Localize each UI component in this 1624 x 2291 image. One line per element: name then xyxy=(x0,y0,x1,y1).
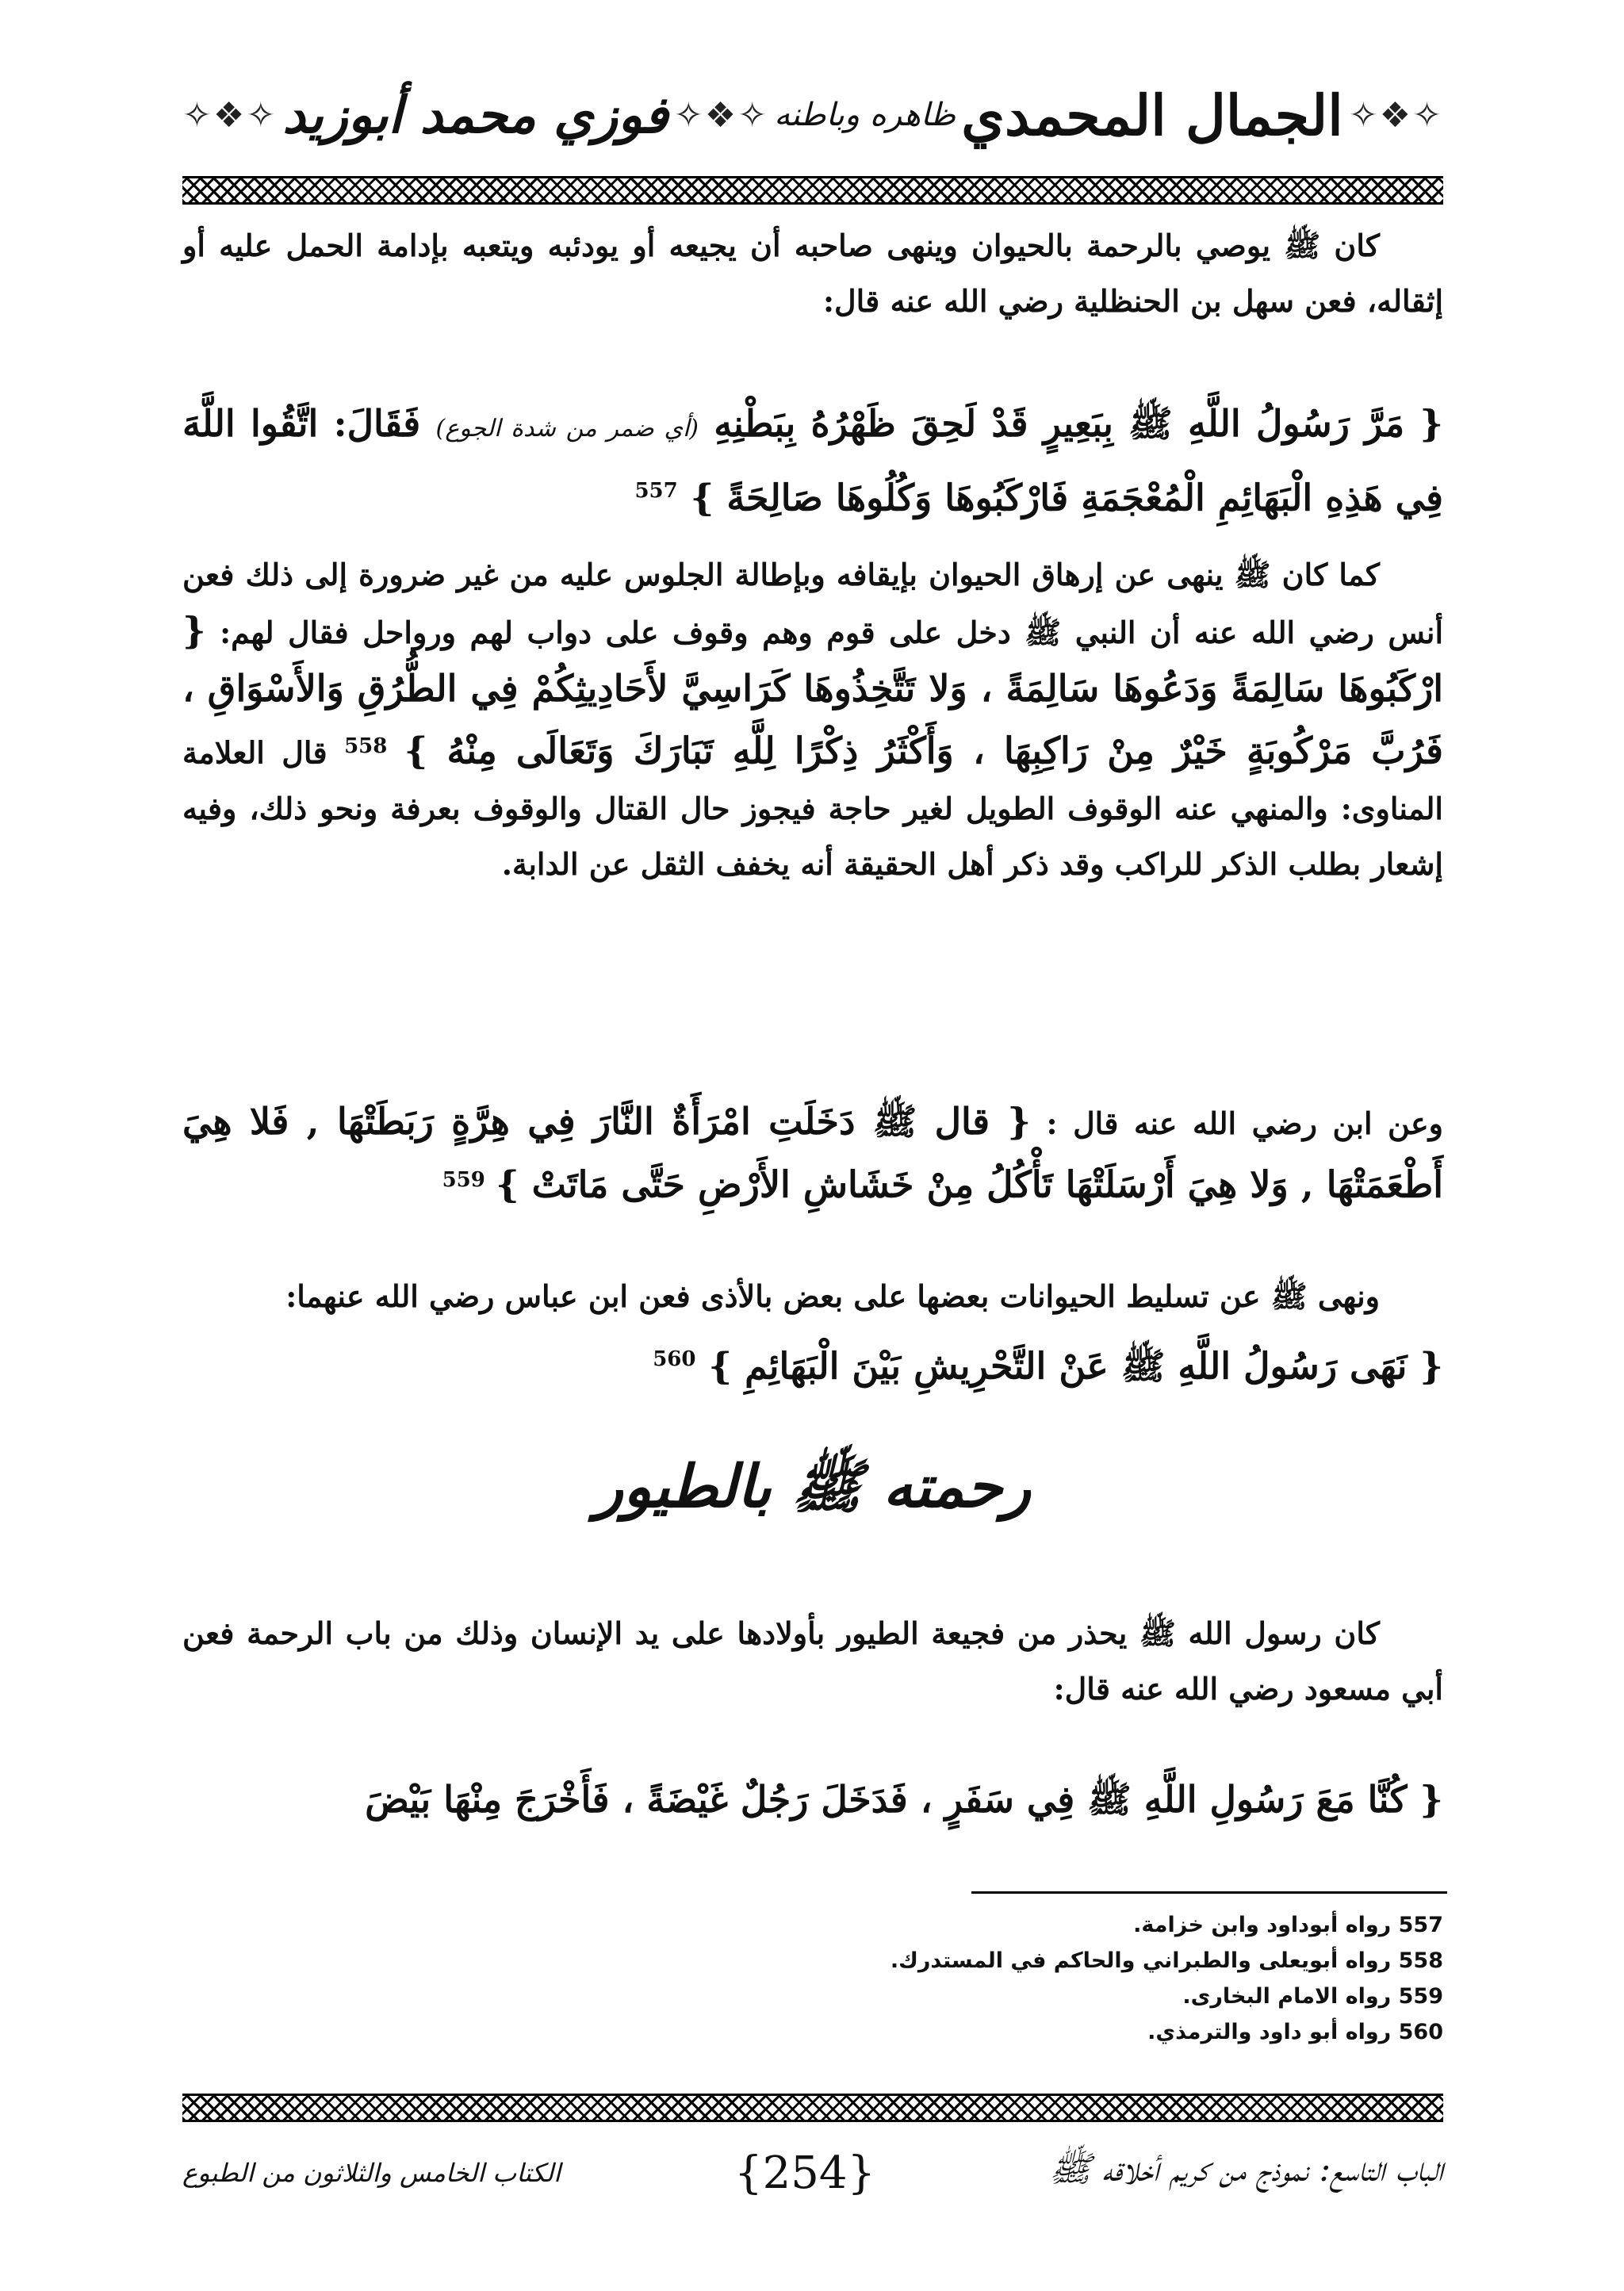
footer-border xyxy=(182,2094,1443,2122)
hadith-5-text: { كُنَّا مَعَ رَسُولِ اللَّهِ ﷺ فِي سَفَرٍ ، فَدَخَلَ رَجُلٌ غَيْضَةً ، فَأَخْرَجَ مِنْهَا بَيْضَ xyxy=(365,1778,1443,1821)
footnote-560: 560 رواه أبو داود والترمذي. xyxy=(1147,2020,1443,2044)
hadith-1 xyxy=(182,393,1443,528)
footnote-559: 559 رواه الامام البخارى. xyxy=(1182,1984,1443,2009)
paragraph-3 xyxy=(182,1090,1443,1216)
paragraph-4 xyxy=(182,1269,1443,1324)
chapter-title: الباب التاسع: نموذج من كريم أخلاقه ﷺ xyxy=(1049,2149,1443,2189)
book-subtitle: ظاهره وباطنه xyxy=(774,97,956,133)
ornament-right: ✧❖✧ xyxy=(1348,94,1443,136)
hadith-2: { ارْكَبُوهَا سَالِمَةً وَدَعُوهَا سَالِمَةً ، وَلا تَتَّخِذُوهَا كَرَاسِيَّ لأَحَادِيثِكُمْ فِي الطُّرُقِ وَالأَسْوَاقِ ، فَرُبَّ مَرْكُوبَةٍ خَيْرٌ مِنْ رَاكِبِهَا ، وَأَكْثَرُ ذِكْرًا لِلَّهِ تَبَارَكَ وَتَعَالَى مِنْهُ } xyxy=(182,609,1443,772)
footnote-ref-558: 558 xyxy=(344,734,388,758)
hadith-1-gloss: (أي ضمر من شدة الجوع) xyxy=(435,415,699,442)
paragraph-4-text: ونهى ﷺ عن تسليط الحيوانات بعضها على بعض بالأذى فعن ابن عباس رضي الله عنهما: xyxy=(285,1278,1380,1314)
hadith-1-part-b: فَقَالَ: اتَّقُوا اللَّهَ فِي هَذِهِ الْبَهَائِمِ الْمُعْجَمَةِ فَارْكَبُوهَا وَكُلُوهَا صَالِحَةً } xyxy=(182,402,1443,519)
page-footer xyxy=(182,2125,1443,2220)
ornament-middle: ✧❖✧ xyxy=(673,94,769,136)
paragraph-2 xyxy=(182,547,1443,892)
author-name: فوزي محمد أبوزيد xyxy=(282,85,668,145)
paragraph-5-text: كان رسول الله ﷺ يحذر من فجيعة الطيور بأولادها على يد الإنسان وذلك من باب الرحمة فعن أبي مسعود رضي الله عنه قال: xyxy=(182,1615,1443,1707)
book-title: الجمال المحمدي xyxy=(961,82,1343,148)
footnote-rule xyxy=(971,1891,1447,1894)
footnote-ref-559: 559 xyxy=(442,1168,485,1192)
hadith-3: { قال ﷺ دَخَلَتِ امْرَأَةٌ النَّارَ فِي هِرَّةٍ رَبَطَتْهَا , فَلا هِيَ أَطْعَمَتْهَا , وَلا هِيَ أَرْسَلَتْهَا تَأْكُلُ مِنْ خَشَاشِ الأَرْضِ حَتَّى مَاتَتْ } xyxy=(182,1100,1443,1206)
paragraph-1-text: كان ﷺ يوصي بالرحمة بالحيوان وينهى صاحبه أن يجيعه أو يودئبه ويتعبه بإدامة الحمل عليه أو إثقاله، فعن سهل بن الحنظلية رضي الله عنه قال: xyxy=(182,228,1443,319)
book-part: الكتاب الخامس والثلاثون من الطبوع xyxy=(182,2158,561,2188)
page-number: {254} xyxy=(733,2147,876,2199)
footnote-ref-557: 557 xyxy=(634,479,678,503)
header-border xyxy=(182,176,1443,205)
hadith-1-part-a: { مَرَّ رَسُولُ اللَّهِ ﷺ بِبَعِيرٍ قَدْ لَحِقَ ظَهْرُهُ بِبَطْنِهِ xyxy=(714,402,1444,445)
footnote-558: 558 رواه أبويعلى والطبراني والحاكم في المستدرك. xyxy=(890,1948,1443,1973)
paragraph-2-commentary: قال العلامة المناوى: والمنهي عنه الوقوف الطويل لغير حاجة فيجوز حال القتال والوقوف بعرفة ونحو ذلك، وفيه إشعار بطلب الذكر للراكب وقد ذكر أهل الحقيقة أنه يخفف الثقل عن الدابة. xyxy=(182,734,1443,882)
hadith-5 xyxy=(182,1768,1443,1830)
paragraph-5 xyxy=(182,1606,1443,1717)
paragraph-1 xyxy=(182,218,1443,329)
footnote-ref-560: 560 xyxy=(653,1347,696,1371)
paragraph-3-intro: وعن ابن رضي الله عنه قال : xyxy=(1046,1105,1443,1141)
section-title: رحمته ﷺ بالطيور xyxy=(595,1453,1031,1521)
hadith-4-text: { نَهَى رَسُولُ اللَّهِ ﷺ عَنْ التَّحْرِيشِ بَيْنَ الْبَهَائِمِ } xyxy=(708,1344,1443,1388)
footnotes xyxy=(793,1907,1443,2050)
hadith-4 xyxy=(182,1328,1443,1396)
paragraph-2-intro: كما كان ﷺ ينهى عن إرهاق الحيوان بإيقافه وبإطالة الجلوس عليه من غير ضرورة إلى ذلك فعن أنس رضي الله عنه أن النبي ﷺ دخل على قوم وهم وقوف على دواب لهم ورواحل فقال لهم: xyxy=(182,557,1444,650)
page-header xyxy=(182,67,1443,163)
footnote-557: 557 رواه أبوداود وابن خزامة. xyxy=(1133,1913,1443,1937)
ornament-left: ✧❖✧ xyxy=(182,94,278,136)
